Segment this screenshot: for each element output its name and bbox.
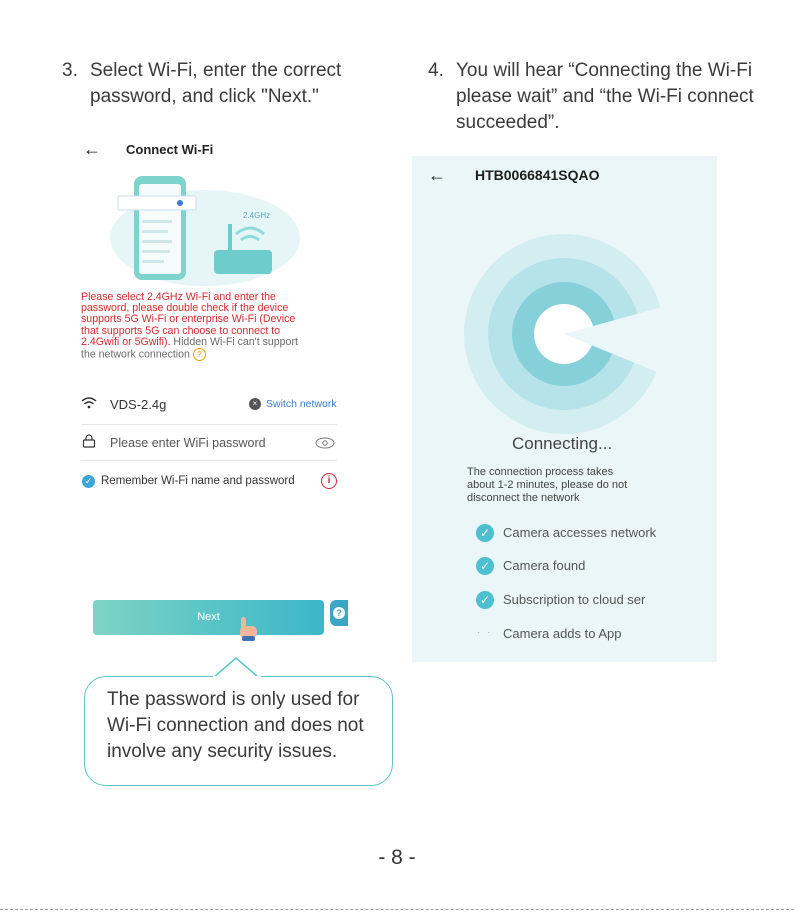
checkbox-checked-icon[interactable]: ✓ [82, 475, 95, 488]
remember-wifi-label: Remember Wi-Fi name and password [101, 475, 295, 487]
divider [81, 424, 337, 425]
next-button[interactable]: Next [93, 600, 324, 635]
connecting-animation [452, 232, 672, 442]
help-tab[interactable] [330, 600, 348, 626]
warning-line-gray: the network connection [81, 348, 190, 361]
step-3-instruction [62, 58, 382, 114]
bubble-line: involve any security issues. [107, 741, 338, 762]
question-icon: ? [333, 607, 345, 619]
hand-pointer-icon [236, 616, 262, 642]
back-arrow-icon[interactable]: ← [83, 139, 101, 159]
warning-line: that supports 5G can choose to connect to [81, 324, 281, 337]
eye-icon[interactable] [315, 436, 335, 448]
switch-network-link[interactable]: Switch network [266, 398, 337, 410]
note-line: disconnect the network [467, 492, 580, 504]
network-name: VDS-2.4g [110, 397, 167, 412]
check-icon: ✓ [476, 524, 494, 542]
page-number: - 8 - [378, 846, 416, 869]
step-text-line: Select Wi-Fi, enter the correct [90, 60, 342, 81]
progress-step: Camera accesses network [503, 525, 657, 540]
step-text-line: password, and click "Next." [90, 86, 319, 107]
connecting-status: Connecting... [512, 434, 613, 453]
password-input[interactable]: Please enter WiFi password [110, 436, 266, 450]
step-number: 3. [62, 60, 78, 81]
note-line: The connection process takes [467, 466, 614, 478]
loading-dots-icon: · · [477, 627, 493, 638]
warning-line: supports 5G Wi-Fi or enterprise Wi-Fi (Device [81, 313, 296, 326]
progress-step: Camera adds to App [503, 626, 622, 641]
bubble-pointer-gap [213, 676, 261, 679]
phone-router-illustration [110, 168, 300, 288]
step-text-line: please wait” and “the Wi-Fi connect [456, 86, 754, 107]
screen-title: Connect Wi-Fi [126, 142, 214, 157]
warning-line-gray: Hidden Wi-Fi can't support [170, 335, 298, 348]
check-icon: ✓ [476, 557, 494, 575]
security-note-bubble [84, 676, 393, 786]
step-text-line: You will hear “Connecting the Wi-Fi [456, 60, 753, 81]
step-4-instruction [428, 58, 768, 140]
warning-line: password, please double check if the device [81, 302, 289, 315]
page-edge [0, 909, 794, 910]
warning-line: Please select 2.4GHz Wi-Fi and enter the [81, 291, 276, 303]
switch-icon[interactable]: × [249, 398, 261, 410]
connection-note [467, 466, 627, 505]
bubble-line: The password is only used for [107, 689, 360, 710]
frequency-label: 2.4GHz [243, 211, 271, 220]
note-line: about 1-2 minutes, please do not [467, 479, 628, 491]
progress-step: Subscription to cloud ser [503, 592, 646, 607]
wifi-warning-text [81, 292, 341, 361]
warning-line: 2.4Gwifi or 5Gwifi). [81, 335, 171, 348]
help-icon[interactable]: ? [193, 348, 206, 361]
back-arrow-icon[interactable]: ← [428, 165, 446, 185]
divider [81, 460, 337, 461]
bubble-line: Wi-Fi connection and does not [107, 715, 364, 736]
wifi-icon [81, 396, 96, 410]
lock-icon [82, 434, 96, 448]
step-number: 4. [428, 60, 444, 81]
progress-step: Camera found [503, 558, 586, 573]
bubble-pointer [212, 656, 262, 678]
device-id-title: HTB0066841SQAO [475, 167, 600, 183]
check-icon: ✓ [476, 591, 494, 609]
step-text-line: succeeded”. [456, 112, 560, 133]
info-icon[interactable]: i [321, 473, 337, 489]
